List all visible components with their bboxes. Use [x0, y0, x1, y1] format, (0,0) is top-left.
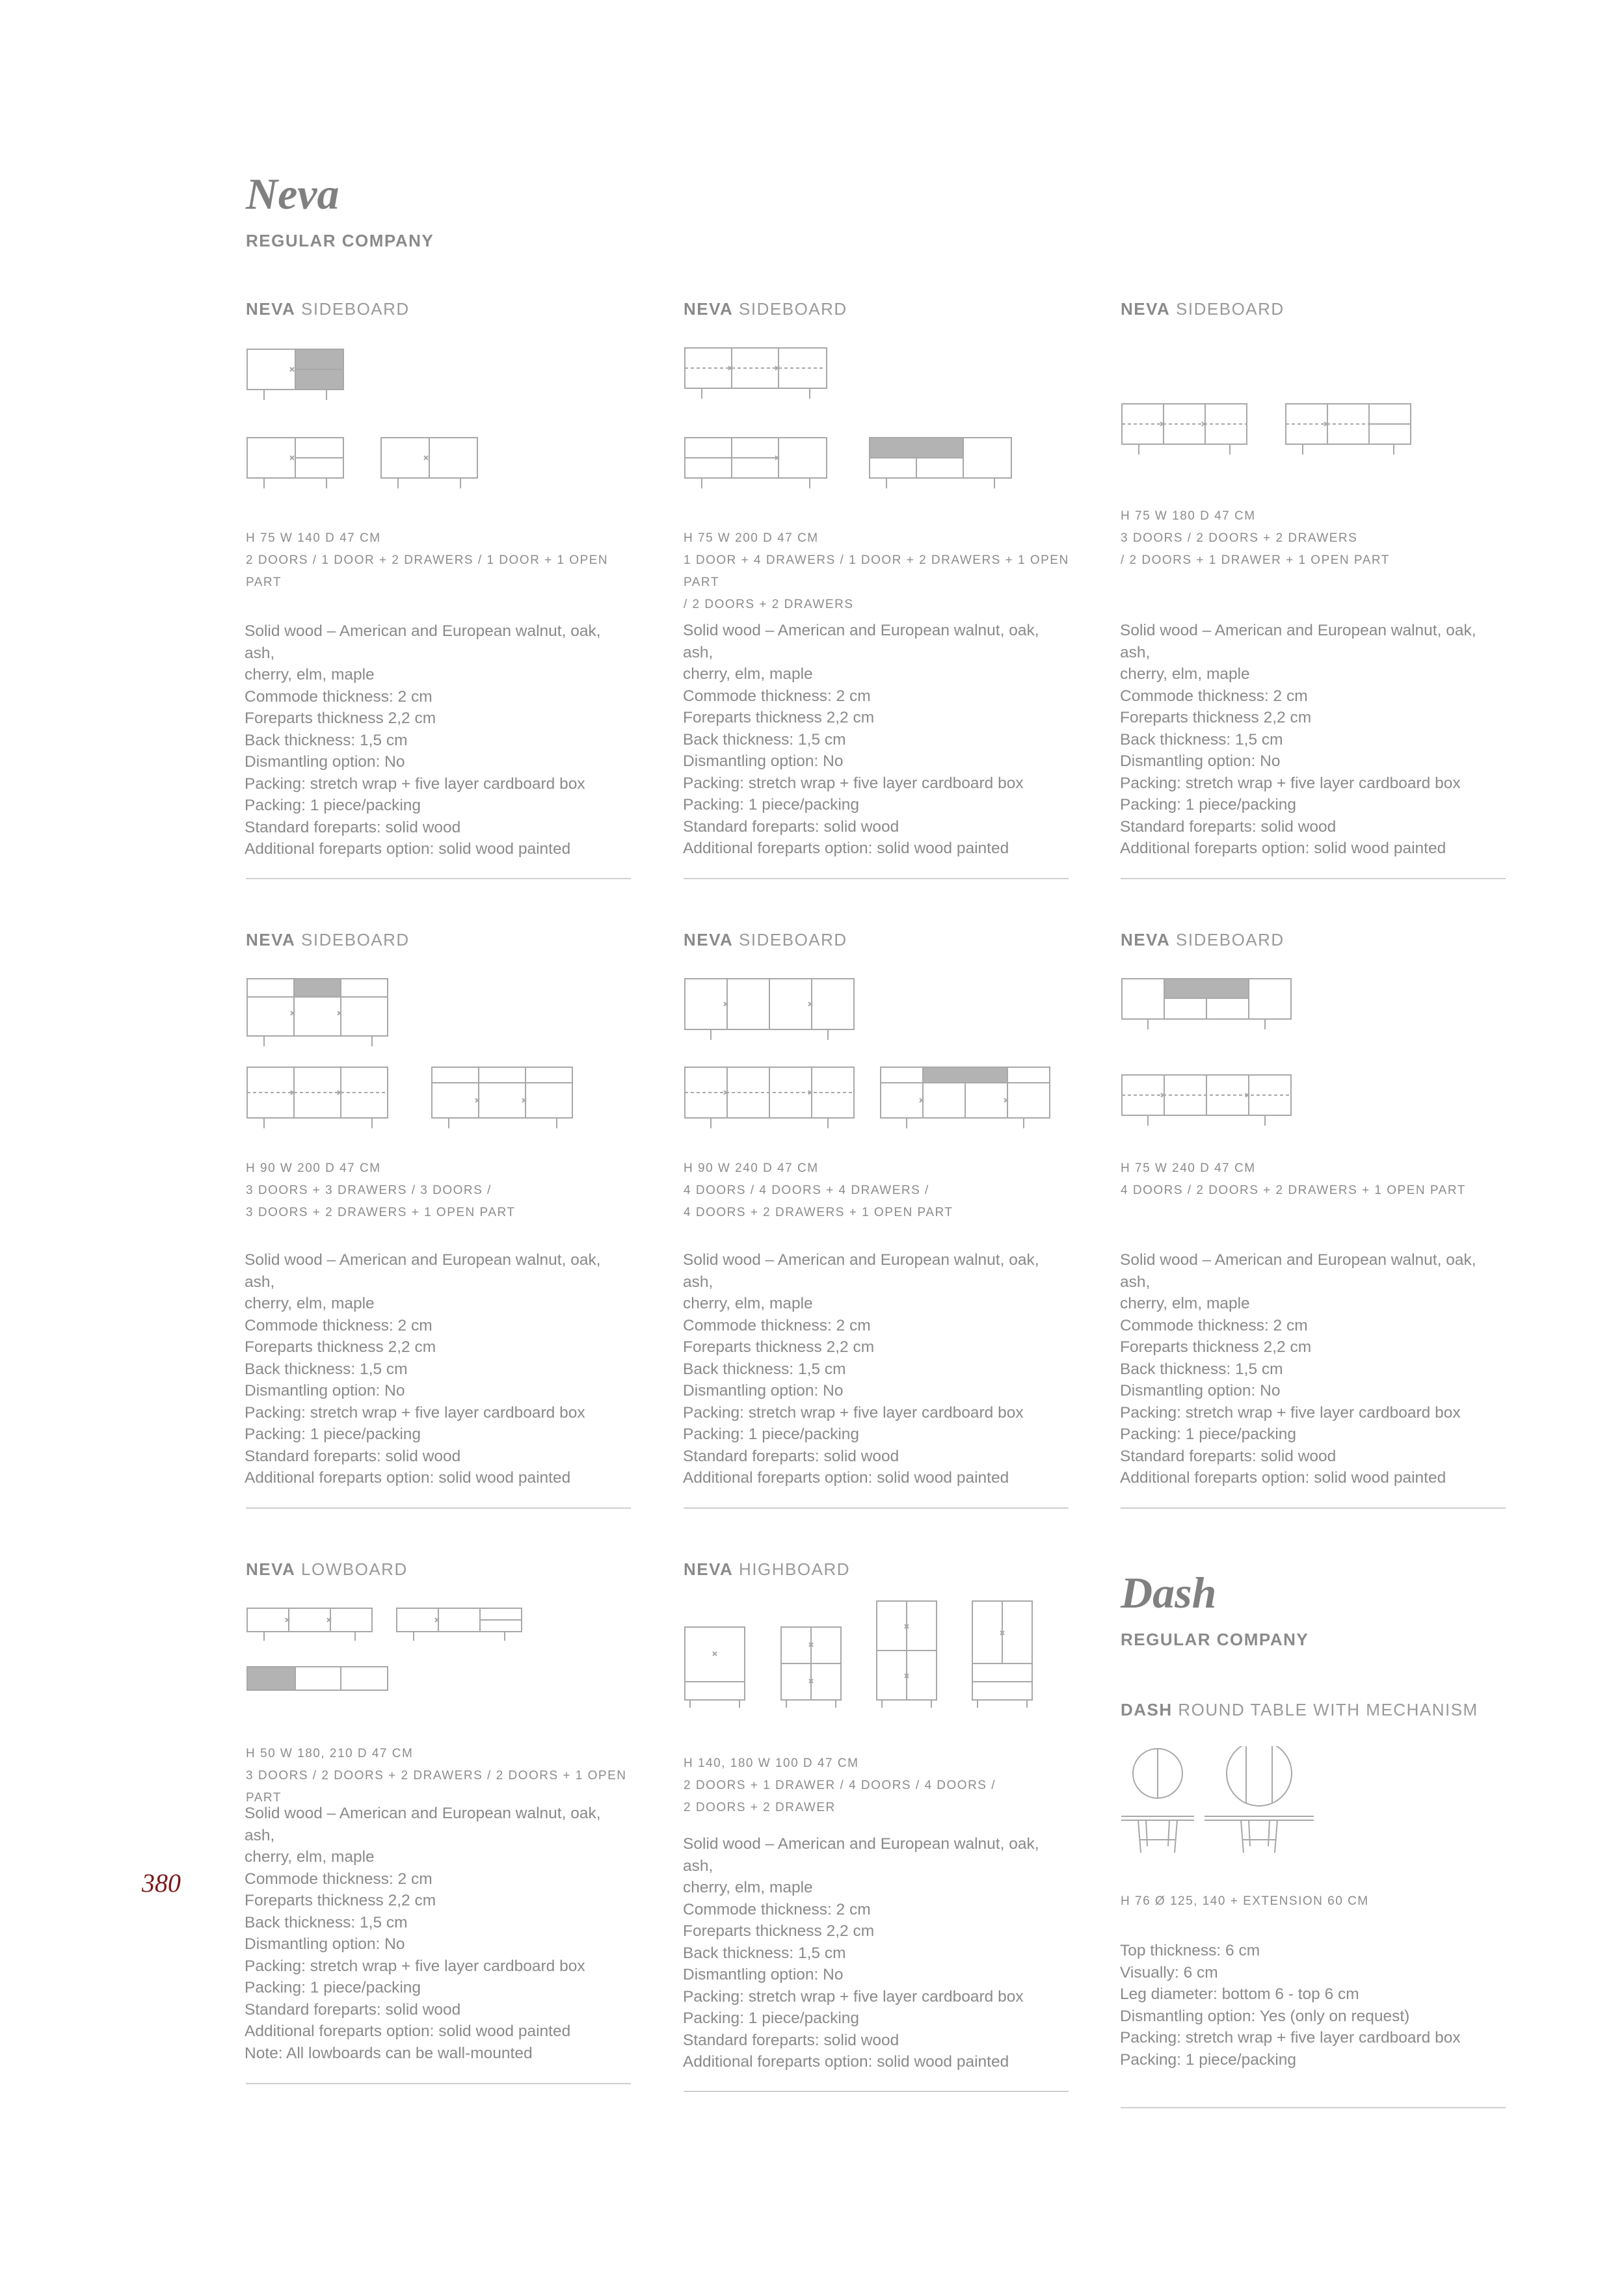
- divider: [246, 1507, 631, 1509]
- item-title: DASH ROUND TABLE WITH MECHANISM: [1121, 1700, 1478, 1719]
- item-specs: Solid wood – American and European walnut, oak, ash, cherry, elm, maple Commode thickness: 2 cm Foreparts thickness 2,2 cm Back thickness: 1,5 cm Dismantling option: No Packing: stretch wrap + five layer cardboard box Packing: 1 piece/packing Standard foreparts: solid wood Additional foreparts option: solid wood painted: [683, 1251, 1039, 1487]
- item-specs: Solid wood – American and European walnut, oak, ash, cherry, elm, maple Commode thickness: 2 cm Foreparts thickness 2,2 cm Back thickness: 1,5 cm Dismantling option: No Packing: stretch wrap + five layer cardboard box Packing: 1 piece/packing Standard foreparts: solid wood Additional foreparts option: solid wood painted: [245, 622, 601, 858]
- page-number: 380: [142, 1868, 181, 1898]
- divider: [684, 878, 1069, 879]
- product-card: [246, 930, 633, 950]
- product-drawing-set-2: [1121, 403, 1420, 474]
- product-card: [684, 299, 1071, 319]
- item-dims: H 75 W 140 D 47 CM 2 DOORS / 1 DOOR + 2 DRAWERS / 1 DOOR + 1 OPEN PART: [246, 531, 609, 589]
- product-drawing-set-1: [684, 347, 1022, 496]
- product-card: [684, 930, 1071, 950]
- item-title: NEVA SIDEBOARD: [246, 299, 410, 319]
- divider: [246, 2083, 631, 2084]
- divider: [246, 878, 631, 879]
- product-card: [1121, 1700, 1508, 1720]
- divider: [684, 2091, 1069, 2092]
- item-specs: Solid wood – American and European walnut, oak, ash, cherry, elm, maple Commode thickness: 2 cm Foreparts thickness 2,2 cm Back thickness: 1,5 cm Dismantling option: No Packing: stretch wrap + five layer cardboard box Packing: 1 piece/packing Standard foreparts: solid wood Additional foreparts option: solid wood painted: [1120, 1251, 1476, 1487]
- divider: [1121, 1507, 1506, 1509]
- item-title: NEVA SIDEBOARD: [684, 930, 847, 949]
- item-dims: H 75 W 200 D 47 CM 1 DOOR + 4 DRAWERS / 1 DOOR + 2 DRAWERS + 1 OPEN PART / 2 DOORS + 2 DRAWERS: [684, 531, 1069, 611]
- brand-title-dash: Dash: [1121, 1568, 1217, 1617]
- product-drawing-set-3: [246, 977, 584, 1140]
- item-title: NEVA SIDEBOARD: [684, 299, 847, 319]
- item-dims: H 90 W 240 D 47 CM 4 DOORS / 4 DOORS + 4 DRAWERS / 4 DOORS + 2 DRAWERS + 1 OPEN PART: [684, 1161, 953, 1219]
- item-specs: Solid wood – American and European walnut, oak, ash, cherry, elm, maple Commode thickness: 2 cm Foreparts thickness 2,2 cm Back thickness: 1,5 cm Dismantling option: No Packing: stretch wrap + five layer cardboard box Packing: 1 piece/packing Standard foreparts: solid wood Additional foreparts option: solid wood painted: [683, 622, 1039, 857]
- product-card: [684, 1559, 1071, 1580]
- brand-company-neva: REGULAR COMPANY: [246, 231, 434, 250]
- item-specs: Solid wood – American and European walnut, oak, ash, cherry, elm, maple Commode thickness: 2 cm Foreparts thickness 2,2 cm Back thickness: 1,5 cm Dismantling option: No Packing: stretch wrap + five layer cardboard box Packing: 1 piece/packing Standard foreparts: solid wood Additional foreparts option: solid wood painted Note: All lowboards can be wall-mounted: [245, 1805, 601, 2062]
- item-dims: H 76 Ø 125, 140 + EXTENSION 60 CM: [1121, 1894, 1369, 1908]
- item-title: NEVA LOWBOARD: [246, 1559, 408, 1579]
- product-card: [1121, 930, 1508, 950]
- item-dims: H 75 W 180 D 47 CM 3 DOORS / 2 DOORS + 2 DRAWERS / 2 DOORS + 1 DRAWER + 1 OPEN PART: [1121, 509, 1390, 567]
- item-dims: H 75 W 240 D 47 CM 4 DOORS / 2 DOORS + 2 DRAWERS + 1 OPEN PART: [1121, 1161, 1466, 1197]
- item-dims: H 140, 180 W 100 D 47 CM 2 DOORS + 1 DRAWER / 4 DOORS / 4 DOORS / 2 DOORS + 2 DRAWER: [684, 1756, 996, 1814]
- product-drawing-set-8: [1119, 1746, 1320, 1863]
- divider: [684, 1507, 1069, 1509]
- brand-company-dash: REGULAR COMPANY: [1121, 1630, 1309, 1649]
- item-title: NEVA SIDEBOARD: [246, 930, 410, 949]
- product-card: [246, 1559, 633, 1580]
- item-specs: Solid wood – American and European walnut, oak, ash, cherry, elm, maple Commode thickness: 2 cm Foreparts thickness 2,2 cm Back thickness: 1,5 cm Dismantling option: No Packing: stretch wrap + five layer cardboard box Packing: 1 piece/packing Standard foreparts: solid wood Additional foreparts option: solid wood painted: [1120, 622, 1476, 857]
- product-card: [246, 299, 633, 319]
- product-drawing-set-4: [684, 977, 1061, 1140]
- product-drawing-set-7: [684, 1600, 1048, 1717]
- item-specs: Solid wood – American and European walnut, oak, ash, cherry, elm, maple Commode thickness: 2 cm Foreparts thickness 2,2 cm Back thickness: 1,5 cm Dismantling option: No Packing: stretch wrap + five layer cardboard box Packing: 1 piece/packing Standard foreparts: solid wood Additional foreparts option: solid wood painted: [245, 1251, 601, 1487]
- item-specs: Top thickness: 6 cm Visually: 6 cm Leg diameter: bottom 6 - top 6 cm Dismantling option: Yes (only on request) Packing: stretch wrap + five layer cardboard box Packing: 1 piece/packing: [1120, 1942, 1461, 2069]
- item-dims: H 90 W 200 D 47 CM 3 DOORS + 3 DRAWERS / 3 DOORS / 3 DOORS + 2 DRAWERS + 1 OPEN PART: [246, 1161, 516, 1219]
- divider: [1121, 878, 1506, 879]
- item-title: NEVA HIGHBOARD: [684, 1559, 851, 1579]
- item-title: NEVA SIDEBOARD: [1121, 930, 1285, 949]
- item-specs: Solid wood – American and European walnut, oak, ash, cherry, elm, maple Commode thickness: 2 cm Foreparts thickness 2,2 cm Back thickness: 1,5 cm Dismantling option: No Packing: stretch wrap + five layer cardboard box Packing: 1 piece/packing Standard foreparts: solid wood Additional foreparts option: solid wood painted: [683, 1835, 1039, 2071]
- item-dims: H 50 W 180, 210 D 47 CM 3 DOORS / 2 DOORS + 2 DRAWERS / 2 DOORS + 1 OPEN PART: [246, 1747, 627, 1805]
- item-title: NEVA SIDEBOARD: [1121, 299, 1285, 319]
- product-drawing-set-0: [246, 348, 526, 497]
- divider: [1121, 2107, 1506, 2108]
- product-drawing-set-6: [246, 1607, 532, 1704]
- brand-title-neva: Neva: [246, 169, 339, 219]
- product-drawing-set-5: [1121, 977, 1309, 1133]
- product-card: [1121, 299, 1508, 319]
